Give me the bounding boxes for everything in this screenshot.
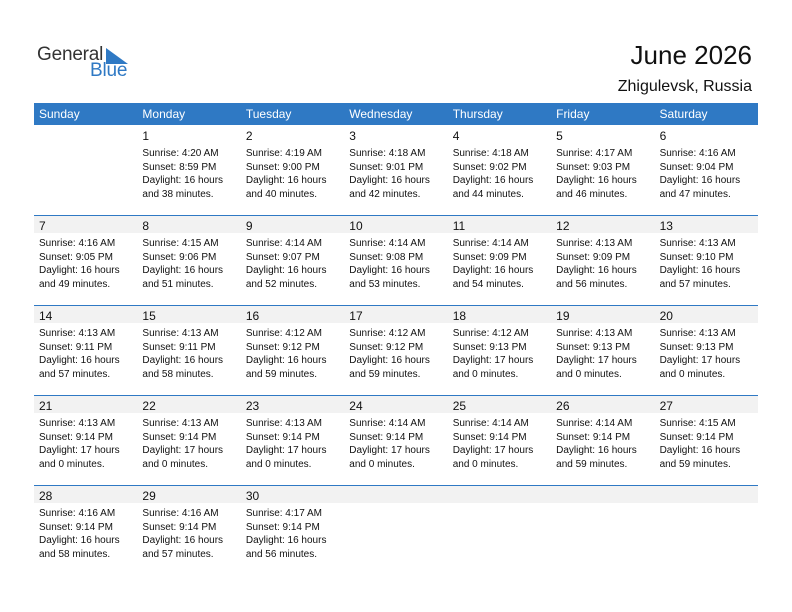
daylight-hours-text: Daylight: 16 hours bbox=[245, 265, 327, 276]
day-cell bbox=[344, 125, 447, 215]
sunset-text: Sunset: 9:01 PM bbox=[349, 161, 424, 173]
daylight-hours-text: Daylight: 17 hours bbox=[245, 445, 327, 456]
sunrise-text: Sunrise: 4:18 AM bbox=[349, 148, 426, 159]
daylight-minutes-text: and 47 minutes. bbox=[659, 188, 731, 200]
daylight-minutes-text: and 59 minutes. bbox=[349, 368, 421, 380]
sunrise-text: Sunrise: 4:18 AM bbox=[452, 148, 529, 159]
daylight-hours-text: Daylight: 16 hours bbox=[142, 355, 224, 366]
day-cell bbox=[551, 395, 654, 485]
weekday-friday: Friday bbox=[556, 107, 590, 121]
daylight-hours-text: Daylight: 16 hours bbox=[659, 265, 741, 276]
sunset-text: Sunset: 9:09 PM bbox=[452, 251, 527, 263]
day-cell bbox=[448, 125, 551, 215]
daylight-minutes-text: and 51 minutes. bbox=[142, 278, 214, 290]
sunrise-text: Sunrise: 4:14 AM bbox=[452, 418, 529, 429]
day-number: 16 bbox=[245, 309, 260, 323]
day-number: 4 bbox=[452, 129, 460, 143]
day-cell bbox=[344, 305, 447, 395]
day-cell bbox=[655, 395, 758, 485]
day-number: 28 bbox=[39, 489, 53, 503]
day-number: 23 bbox=[245, 399, 260, 413]
sunrise-text: Sunrise: 4:16 AM bbox=[39, 508, 116, 519]
daylight-minutes-text: and 57 minutes. bbox=[39, 368, 111, 380]
daylight-hours-text: Daylight: 16 hours bbox=[142, 175, 224, 186]
sunrise-text: Sunrise: 4:20 AM bbox=[142, 148, 219, 159]
weekday-tuesday: Tuesday bbox=[245, 107, 292, 121]
logo-text-general: General bbox=[37, 44, 104, 65]
week-row bbox=[34, 485, 758, 575]
daylight-minutes-text: and 0 minutes. bbox=[245, 458, 312, 470]
calendar bbox=[34, 103, 758, 560]
sunset-text: Sunset: 8:59 PM bbox=[142, 161, 217, 173]
daylight-minutes-text: and 57 minutes. bbox=[659, 278, 731, 290]
daylight-minutes-text: and 0 minutes. bbox=[452, 458, 519, 470]
daylight-minutes-text: and 38 minutes. bbox=[142, 188, 214, 200]
day-number: 11 bbox=[452, 219, 466, 233]
day-cell bbox=[448, 305, 551, 395]
day-number: 10 bbox=[349, 219, 363, 233]
empty-day-cell bbox=[551, 485, 654, 575]
empty-day-cell bbox=[34, 125, 137, 215]
day-cell bbox=[34, 215, 137, 305]
sunset-text: Sunset: 9:00 PM bbox=[245, 161, 320, 173]
day-cell bbox=[655, 215, 758, 305]
day-details bbox=[349, 327, 430, 381]
daylight-minutes-text: and 42 minutes. bbox=[349, 188, 421, 200]
daylight-minutes-text: and 58 minutes. bbox=[39, 548, 111, 560]
day-details bbox=[556, 327, 637, 381]
sunset-text: Sunset: 9:14 PM bbox=[349, 431, 424, 443]
daylight-hours-text: Daylight: 16 hours bbox=[556, 445, 637, 456]
logo-text-blue: Blue bbox=[90, 60, 128, 81]
sunset-text: Sunset: 9:14 PM bbox=[39, 521, 113, 533]
day-number: 22 bbox=[142, 399, 156, 413]
day-cell bbox=[344, 215, 447, 305]
sunrise-text: Sunrise: 4:16 AM bbox=[659, 148, 736, 159]
day-cell bbox=[551, 215, 654, 305]
empty-day-cell bbox=[344, 485, 447, 575]
day-cell bbox=[241, 485, 344, 575]
daylight-hours-text: Daylight: 16 hours bbox=[245, 355, 327, 366]
day-number: 30 bbox=[245, 489, 260, 503]
day-details bbox=[660, 327, 741, 381]
day-details bbox=[660, 417, 741, 471]
daylight-minutes-text: and 59 minutes. bbox=[556, 458, 628, 470]
day-details bbox=[39, 507, 120, 561]
week-row bbox=[34, 215, 758, 305]
daylight-minutes-text: and 0 minutes. bbox=[39, 458, 105, 470]
sunset-text: Sunset: 9:09 PM bbox=[556, 251, 631, 263]
sunrise-text: Sunrise: 4:13 AM bbox=[245, 418, 322, 429]
day-number: 9 bbox=[245, 219, 253, 233]
sunrise-text: Sunrise: 4:17 AM bbox=[556, 148, 633, 159]
sunrise-text: Sunrise: 4:12 AM bbox=[452, 328, 529, 339]
daylight-minutes-text: and 59 minutes. bbox=[245, 368, 318, 380]
sunrise-text: Sunrise: 4:15 AM bbox=[142, 238, 219, 249]
weekday-saturday: Saturday bbox=[659, 107, 708, 121]
daylight-hours-text: Daylight: 17 hours bbox=[39, 445, 120, 456]
day-details bbox=[39, 237, 120, 291]
daylight-hours-text: Daylight: 17 hours bbox=[142, 445, 224, 456]
sunset-text: Sunset: 9:14 PM bbox=[245, 521, 320, 533]
sunset-text: Sunset: 9:14 PM bbox=[142, 431, 217, 443]
sunset-text: Sunset: 9:05 PM bbox=[39, 251, 113, 263]
sunrise-text: Sunrise: 4:13 AM bbox=[142, 328, 219, 339]
day-number: 29 bbox=[142, 489, 156, 503]
sunrise-text: Sunrise: 4:19 AM bbox=[245, 148, 322, 159]
day-details bbox=[39, 327, 120, 381]
daylight-minutes-text: and 0 minutes. bbox=[556, 368, 622, 380]
sunset-text: Sunset: 9:08 PM bbox=[349, 251, 424, 263]
day-number: 3 bbox=[349, 129, 356, 143]
daylight-hours-text: Daylight: 16 hours bbox=[659, 445, 741, 456]
day-details bbox=[453, 237, 534, 291]
empty-day-cell bbox=[655, 485, 758, 575]
location-label: Zhigulevsk, Russia bbox=[617, 78, 752, 95]
daylight-hours-text: Daylight: 17 hours bbox=[452, 355, 534, 366]
day-cell bbox=[448, 215, 551, 305]
day-number: 24 bbox=[349, 399, 363, 413]
sunset-text: Sunset: 9:14 PM bbox=[142, 521, 217, 533]
day-number: 5 bbox=[556, 129, 563, 143]
day-details bbox=[660, 237, 741, 291]
day-number: 1 bbox=[142, 129, 150, 143]
day-details bbox=[349, 147, 430, 201]
daylight-minutes-text: and 57 minutes. bbox=[142, 548, 214, 560]
day-details bbox=[556, 147, 637, 201]
daylight-hours-text: Daylight: 16 hours bbox=[556, 175, 637, 186]
daylight-minutes-text: and 49 minutes. bbox=[39, 278, 111, 290]
sunrise-text: Sunrise: 4:12 AM bbox=[349, 328, 426, 339]
day-details bbox=[453, 327, 534, 381]
sunrise-text: Sunrise: 4:17 AM bbox=[245, 508, 322, 519]
day-cell bbox=[241, 125, 344, 215]
sunrise-text: Sunrise: 4:13 AM bbox=[659, 328, 736, 339]
daylight-hours-text: Daylight: 17 hours bbox=[349, 445, 430, 456]
daylight-minutes-text: and 56 minutes. bbox=[245, 548, 318, 560]
weekday-monday: Monday bbox=[142, 107, 186, 121]
weekday-wednesday: Wednesday bbox=[349, 107, 413, 121]
sunrise-text: Sunrise: 4:13 AM bbox=[556, 238, 633, 249]
day-cell bbox=[241, 215, 344, 305]
daylight-minutes-text: and 0 minutes. bbox=[452, 368, 519, 380]
sunrise-text: Sunrise: 4:16 AM bbox=[142, 508, 219, 519]
sunrise-text: Sunrise: 4:13 AM bbox=[39, 418, 116, 429]
daylight-minutes-text: and 56 minutes. bbox=[556, 278, 628, 290]
day-details bbox=[556, 237, 637, 291]
day-cell bbox=[551, 125, 654, 215]
sunset-text: Sunset: 9:13 PM bbox=[556, 341, 631, 353]
weekday-thursday: Thursday bbox=[452, 107, 503, 121]
daylight-minutes-text: and 54 minutes. bbox=[452, 278, 524, 290]
daylight-hours-text: Daylight: 16 hours bbox=[349, 265, 430, 276]
day-details bbox=[660, 147, 741, 201]
day-cell bbox=[655, 305, 758, 395]
daylight-minutes-text: and 0 minutes. bbox=[659, 368, 726, 380]
day-number: 17 bbox=[349, 309, 363, 323]
day-cell bbox=[241, 305, 344, 395]
day-number: 8 bbox=[142, 219, 150, 233]
daylight-hours-text: Daylight: 16 hours bbox=[659, 175, 741, 186]
sunrise-text: Sunrise: 4:13 AM bbox=[556, 328, 633, 339]
daylight-minutes-text: and 0 minutes. bbox=[349, 458, 415, 470]
day-number: 2 bbox=[245, 129, 253, 143]
sunset-text: Sunset: 9:14 PM bbox=[659, 431, 734, 443]
day-details bbox=[246, 507, 327, 561]
day-details bbox=[142, 327, 223, 381]
sunset-text: Sunset: 9:14 PM bbox=[245, 431, 320, 443]
day-details bbox=[142, 237, 223, 291]
day-number: 6 bbox=[659, 129, 667, 143]
daylight-hours-text: Daylight: 16 hours bbox=[349, 355, 430, 366]
daylight-minutes-text: and 53 minutes. bbox=[349, 278, 421, 290]
brand-logo bbox=[37, 44, 147, 80]
sunset-text: Sunset: 9:06 PM bbox=[142, 251, 217, 263]
day-cell bbox=[344, 395, 447, 485]
daylight-minutes-text: and 0 minutes. bbox=[142, 458, 209, 470]
daylight-minutes-text: and 40 minutes. bbox=[245, 188, 318, 200]
day-number: 7 bbox=[39, 219, 46, 233]
daylight-minutes-text: and 46 minutes. bbox=[556, 188, 628, 200]
day-details bbox=[453, 147, 534, 201]
day-details bbox=[142, 417, 223, 471]
daylight-minutes-text: and 52 minutes. bbox=[245, 278, 318, 290]
sunset-text: Sunset: 9:11 PM bbox=[142, 341, 216, 353]
day-number: 21 bbox=[39, 399, 53, 413]
day-cell bbox=[137, 125, 240, 215]
sunrise-text: Sunrise: 4:14 AM bbox=[452, 238, 529, 249]
day-cell bbox=[34, 485, 137, 575]
day-details bbox=[453, 417, 534, 471]
sunset-text: Sunset: 9:10 PM bbox=[659, 251, 734, 263]
weekday-sunday: Sunday bbox=[39, 107, 80, 121]
sunrise-text: Sunrise: 4:14 AM bbox=[349, 238, 426, 249]
day-number: 20 bbox=[659, 309, 673, 323]
day-number: 14 bbox=[39, 309, 53, 323]
page-title: June 2026 bbox=[630, 40, 752, 70]
sunset-text: Sunset: 9:12 PM bbox=[349, 341, 424, 353]
sunset-text: Sunset: 9:03 PM bbox=[556, 161, 631, 173]
week-row bbox=[34, 395, 758, 485]
daylight-hours-text: Daylight: 16 hours bbox=[142, 265, 224, 276]
day-cell bbox=[448, 395, 551, 485]
sunset-text: Sunset: 9:04 PM bbox=[659, 161, 734, 173]
day-number: 26 bbox=[556, 399, 570, 413]
day-details bbox=[142, 507, 223, 561]
day-number: 18 bbox=[452, 309, 467, 323]
day-number: 15 bbox=[142, 309, 156, 323]
day-details bbox=[349, 237, 430, 291]
sunrise-text: Sunrise: 4:12 AM bbox=[245, 328, 322, 339]
day-cell bbox=[34, 395, 137, 485]
sunrise-text: Sunrise: 4:14 AM bbox=[349, 418, 426, 429]
day-details bbox=[246, 237, 327, 291]
daylight-hours-text: Daylight: 17 hours bbox=[452, 445, 534, 456]
day-cell bbox=[137, 305, 240, 395]
daylight-minutes-text: and 59 minutes. bbox=[659, 458, 731, 470]
sunset-text: Sunset: 9:02 PM bbox=[452, 161, 527, 173]
daylight-hours-text: Daylight: 16 hours bbox=[452, 265, 534, 276]
day-cell bbox=[137, 395, 240, 485]
sunrise-text: Sunrise: 4:13 AM bbox=[39, 328, 116, 339]
daylight-hours-text: Daylight: 16 hours bbox=[39, 265, 120, 276]
day-details bbox=[142, 147, 223, 201]
day-number: 25 bbox=[452, 399, 467, 413]
sunset-text: Sunset: 9:14 PM bbox=[39, 431, 113, 443]
day-cell bbox=[34, 305, 137, 395]
empty-day-cell bbox=[448, 485, 551, 575]
day-details bbox=[556, 417, 637, 471]
daylight-hours-text: Daylight: 16 hours bbox=[39, 535, 120, 546]
day-cell bbox=[551, 305, 654, 395]
day-number: 12 bbox=[556, 219, 570, 233]
day-details bbox=[246, 327, 327, 381]
sunset-text: Sunset: 9:13 PM bbox=[659, 341, 734, 353]
sunset-text: Sunset: 9:14 PM bbox=[556, 431, 631, 443]
day-number: 19 bbox=[556, 309, 570, 323]
daylight-hours-text: Daylight: 16 hours bbox=[556, 265, 637, 276]
day-cell bbox=[241, 395, 344, 485]
day-number: 13 bbox=[659, 219, 673, 233]
day-cell bbox=[137, 215, 240, 305]
day-cell bbox=[137, 485, 240, 575]
sunrise-text: Sunrise: 4:13 AM bbox=[142, 418, 219, 429]
day-details bbox=[246, 417, 327, 471]
sunrise-text: Sunrise: 4:13 AM bbox=[659, 238, 736, 249]
daylight-hours-text: Daylight: 17 hours bbox=[556, 355, 637, 366]
sunset-text: Sunset: 9:11 PM bbox=[39, 341, 113, 353]
sunrise-text: Sunrise: 4:14 AM bbox=[556, 418, 633, 429]
sunset-text: Sunset: 9:12 PM bbox=[245, 341, 320, 353]
day-details bbox=[349, 417, 430, 471]
daylight-hours-text: Daylight: 17 hours bbox=[659, 355, 741, 366]
day-cell bbox=[655, 125, 758, 215]
week-row bbox=[34, 125, 758, 215]
daylight-hours-text: Daylight: 16 hours bbox=[452, 175, 534, 186]
day-details bbox=[246, 147, 327, 201]
sunset-text: Sunset: 9:07 PM bbox=[245, 251, 320, 263]
daylight-minutes-text: and 44 minutes. bbox=[452, 188, 524, 200]
day-details bbox=[39, 417, 120, 471]
day-number: 27 bbox=[659, 399, 673, 413]
sunrise-text: Sunrise: 4:15 AM bbox=[659, 418, 736, 429]
daylight-hours-text: Daylight: 16 hours bbox=[39, 355, 120, 366]
weekday-header bbox=[34, 103, 758, 125]
sunrise-text: Sunrise: 4:16 AM bbox=[39, 238, 116, 249]
week-row bbox=[34, 305, 758, 395]
daylight-hours-text: Daylight: 16 hours bbox=[245, 535, 327, 546]
daylight-hours-text: Daylight: 16 hours bbox=[245, 175, 327, 186]
daylight-hours-text: Daylight: 16 hours bbox=[349, 175, 430, 186]
daylight-hours-text: Daylight: 16 hours bbox=[142, 535, 224, 546]
sunrise-text: Sunrise: 4:14 AM bbox=[245, 238, 322, 249]
sunset-text: Sunset: 9:13 PM bbox=[452, 341, 527, 353]
sunset-text: Sunset: 9:14 PM bbox=[452, 431, 527, 443]
daylight-minutes-text: and 58 minutes. bbox=[142, 368, 214, 380]
